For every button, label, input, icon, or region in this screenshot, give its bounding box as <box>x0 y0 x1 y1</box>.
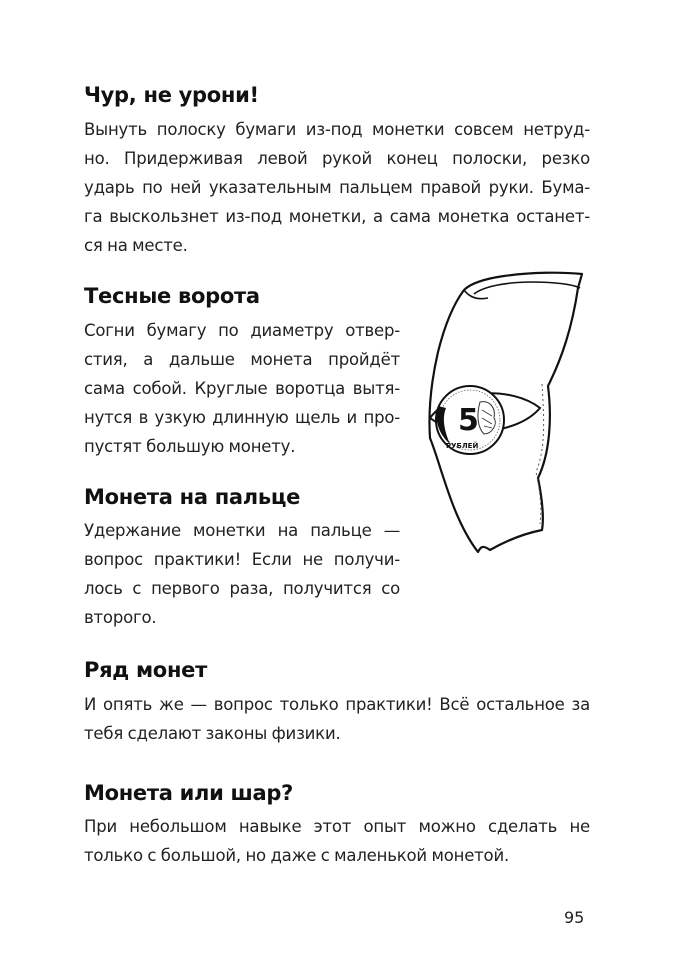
text-line: но. Придерживая левой рукой конец полоски, резко <box>84 149 590 168</box>
section-heading-4: Ряд монет <box>84 658 207 682</box>
text-line: лось с первого раза, получится со <box>84 579 400 598</box>
text-line: га выскользнет из-под монетки, а сама монетка останет- <box>84 207 590 226</box>
text-line: При небольшом навыке этот опыт можно сделать не <box>84 817 590 836</box>
page-number: 95 <box>564 908 585 927</box>
section-heading-1: Чур, не урони! <box>84 83 259 107</box>
text-line: ударь по ней указательным пальцем правой руки. Бума- <box>84 178 590 197</box>
text-line: сама собой. Круглые воротца вытя- <box>84 379 400 398</box>
section-heading-2: Тесные ворота <box>84 284 260 308</box>
section-heading-3: Монета на пальце <box>84 485 301 509</box>
paper-coin-illustration <box>412 268 596 568</box>
coin-digit: 5 <box>458 403 479 438</box>
text-line: стия, а дальше монета пройдёт <box>84 350 400 369</box>
section-text-1 <box>84 115 590 260</box>
text-line: Удержание монетки на пальце — <box>84 521 400 540</box>
section-heading-5: Монета или шар? <box>84 781 294 805</box>
text-line: нутся в узкую длинную щель и про- <box>84 408 400 427</box>
text-line: вопрос практики! Если не получи- <box>84 550 400 569</box>
text-line: только с большой, но даже с маленькой монетой. <box>84 846 510 865</box>
section-text-4 <box>84 690 590 748</box>
text-line: тебя сделают законы физики. <box>84 724 341 743</box>
section-text-5 <box>84 812 590 870</box>
text-line: Вынуть полоску бумаги из-под монетки совсем нетруд- <box>84 120 590 139</box>
coin-denomination: РУБЛЕЙ <box>446 442 479 450</box>
coin <box>436 386 504 454</box>
section-text-3 <box>84 516 400 632</box>
text-line: И опять же — вопрос только практики! Всё остальное за <box>84 695 590 714</box>
text-line: ся на месте. <box>84 236 188 255</box>
section-text-2 <box>84 316 400 461</box>
text-line: Согни бумагу по диаметру отвер- <box>84 321 400 340</box>
text-line: второго. <box>84 608 157 627</box>
text-line: пустят большую монету. <box>84 437 296 456</box>
